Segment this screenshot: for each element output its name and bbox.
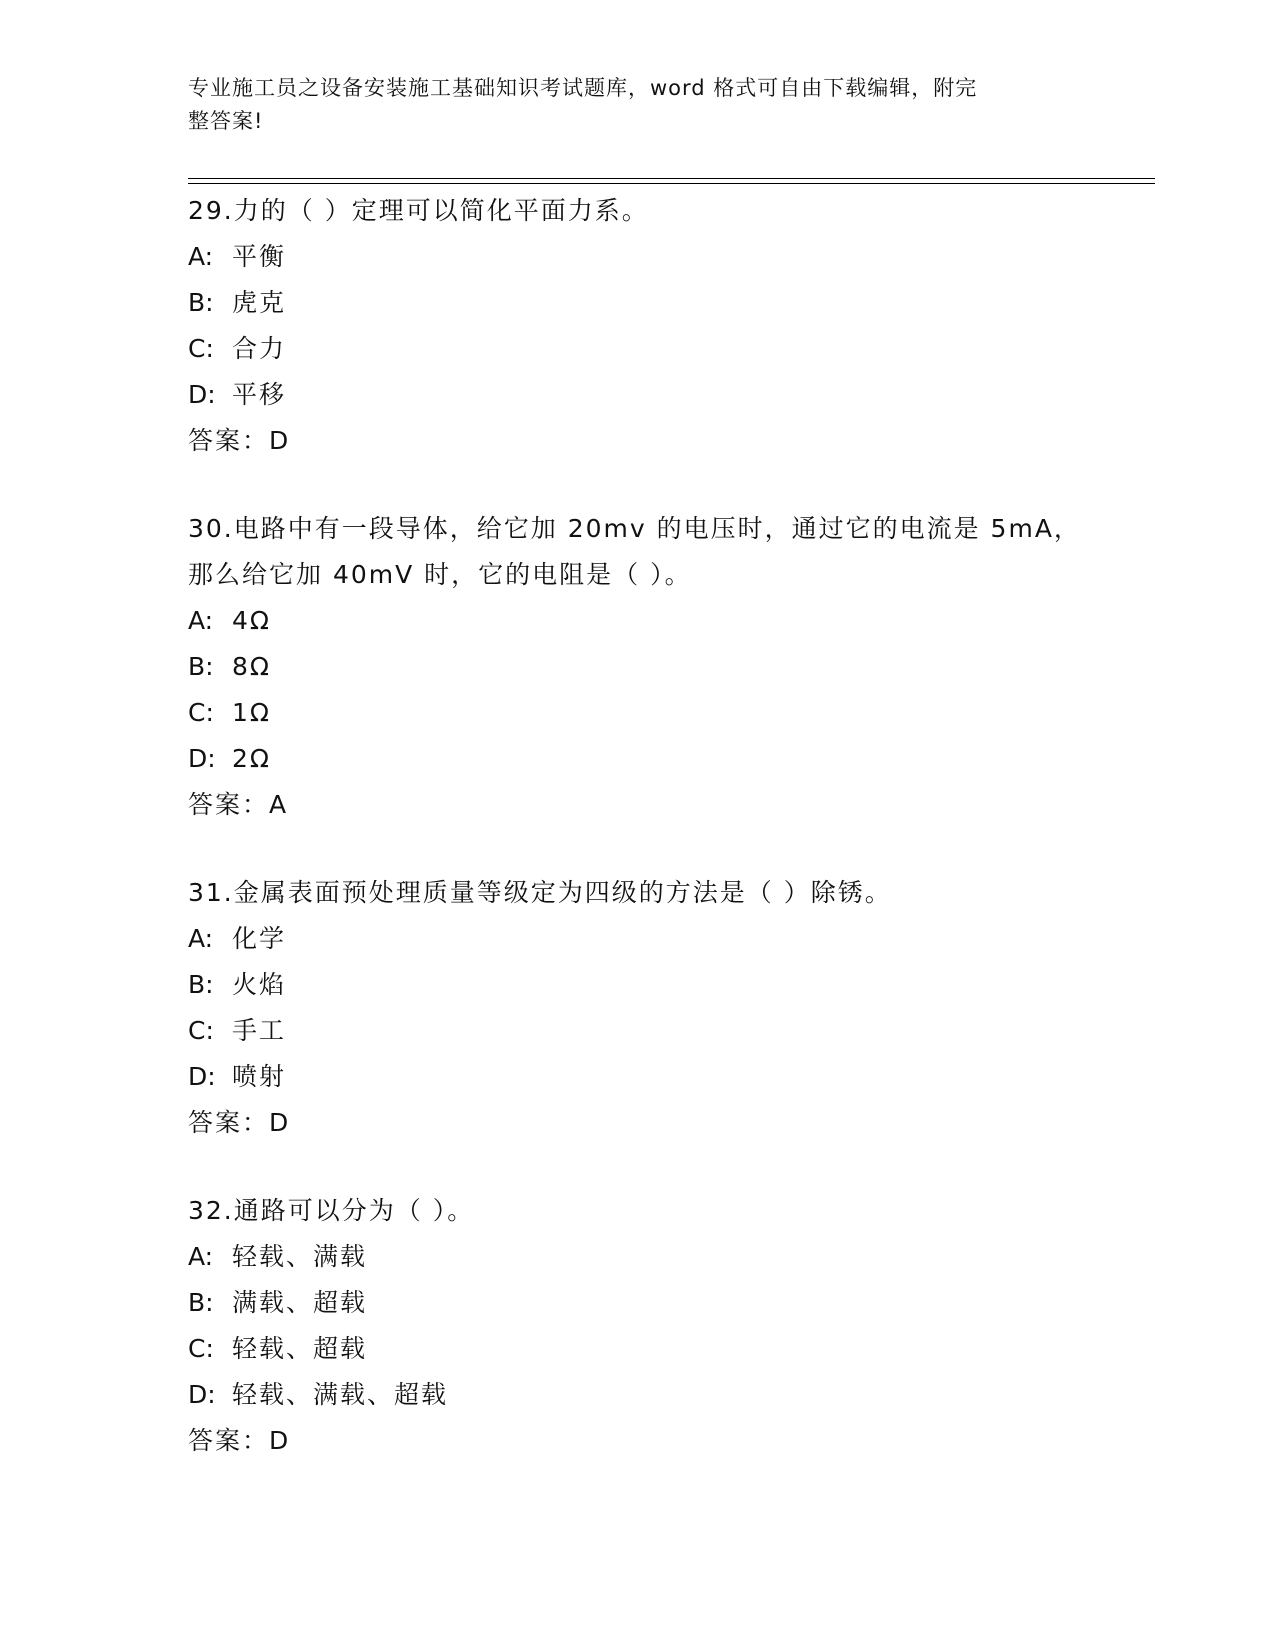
question-stem — [188, 870, 1128, 916]
option-text: 4Ω — [232, 606, 272, 635]
option-text: 8Ω — [232, 652, 272, 681]
option-letter: B: — [188, 652, 214, 681]
option-d — [188, 1054, 1128, 1100]
option-letter: B: — [188, 1288, 214, 1317]
option-text: 满载、超载 — [232, 1288, 368, 1317]
option-text: 轻载、满载 — [232, 1242, 368, 1271]
option-text: 手工 — [232, 1016, 287, 1045]
option-letter: A: — [188, 924, 214, 953]
question-32 — [188, 1188, 1128, 1464]
question-31 — [188, 870, 1128, 1146]
option-text: 喷射 — [232, 1062, 287, 1091]
header-divider-top — [188, 178, 1155, 179]
question-stem-line: 32.通路可以分为（ ）。 — [188, 1196, 475, 1225]
option-c — [188, 1008, 1128, 1054]
option-text: 火焰 — [232, 970, 287, 999]
option-a — [188, 598, 1128, 644]
answer-line — [188, 1418, 1128, 1464]
question-29 — [188, 188, 1128, 464]
answer-label: 答案： — [188, 1108, 270, 1137]
answer-line — [188, 1100, 1128, 1146]
option-a — [188, 234, 1128, 280]
header-line-1: 专业施工员之设备安装施工基础知识考试题库，word 格式可自由下载编辑，附完 — [188, 76, 978, 100]
option-letter: D: — [188, 1380, 216, 1409]
option-letter: B: — [188, 288, 214, 317]
option-b — [188, 1280, 1128, 1326]
header-divider-bottom — [188, 183, 1155, 184]
answer-label: 答案： — [188, 426, 270, 455]
option-text: 2Ω — [232, 744, 272, 773]
question-list — [188, 188, 1128, 1506]
option-c — [188, 690, 1128, 736]
option-text: 平移 — [232, 380, 287, 409]
option-c — [188, 326, 1128, 372]
option-b — [188, 644, 1128, 690]
option-letter: A: — [188, 242, 214, 271]
answer-label: 答案： — [188, 1426, 270, 1455]
answer-value: D — [269, 426, 289, 455]
question-stem-line: 31.金属表面预处理质量等级定为四级的方法是（ ）除锈。 — [188, 878, 892, 907]
option-d — [188, 736, 1128, 782]
option-b — [188, 962, 1128, 1008]
option-a — [188, 1234, 1128, 1280]
option-letter: B: — [188, 970, 214, 999]
answer-value: D — [269, 1108, 289, 1137]
option-letter: A: — [188, 1242, 214, 1271]
answer-line — [188, 418, 1128, 464]
option-letter: D: — [188, 380, 216, 409]
option-text: 化学 — [232, 924, 287, 953]
question-stem — [188, 1188, 1128, 1234]
option-letter: D: — [188, 744, 216, 773]
answer-value: A — [269, 790, 287, 819]
option-text: 合力 — [232, 334, 287, 363]
option-text: 虎克 — [232, 288, 287, 317]
option-text: 平衡 — [232, 242, 287, 271]
option-letter: C: — [188, 1334, 214, 1363]
question-stem-line: 30.电路中有一段导体，给它加 20mv 的电压时，通过它的电流是 5mA， — [188, 514, 1081, 543]
option-d — [188, 372, 1128, 418]
option-a — [188, 916, 1128, 962]
option-letter: C: — [188, 1016, 214, 1045]
option-text: 1Ω — [232, 698, 272, 727]
option-letter: C: — [188, 698, 214, 727]
answer-value: D — [269, 1426, 289, 1455]
option-d — [188, 1372, 1128, 1418]
answer-line — [188, 782, 1128, 828]
document-header — [188, 72, 1068, 138]
question-30 — [188, 506, 1128, 828]
question-stem-line: 那么给它加 40mV 时，它的电阻是（ ）。 — [188, 560, 692, 589]
answer-label: 答案： — [188, 790, 270, 819]
question-stem — [188, 506, 1128, 598]
option-text: 轻载、超载 — [232, 1334, 368, 1363]
question-stem-line: 29.力的（ ）定理可以简化平面力系。 — [188, 196, 649, 225]
option-letter: C: — [188, 334, 214, 363]
option-letter: D: — [188, 1062, 216, 1091]
option-c — [188, 1326, 1128, 1372]
option-letter: A: — [188, 606, 214, 635]
header-line-2: 整答案! — [188, 109, 264, 133]
option-b — [188, 280, 1128, 326]
option-text: 轻载、满载、超载 — [232, 1380, 449, 1409]
question-stem — [188, 188, 1128, 234]
